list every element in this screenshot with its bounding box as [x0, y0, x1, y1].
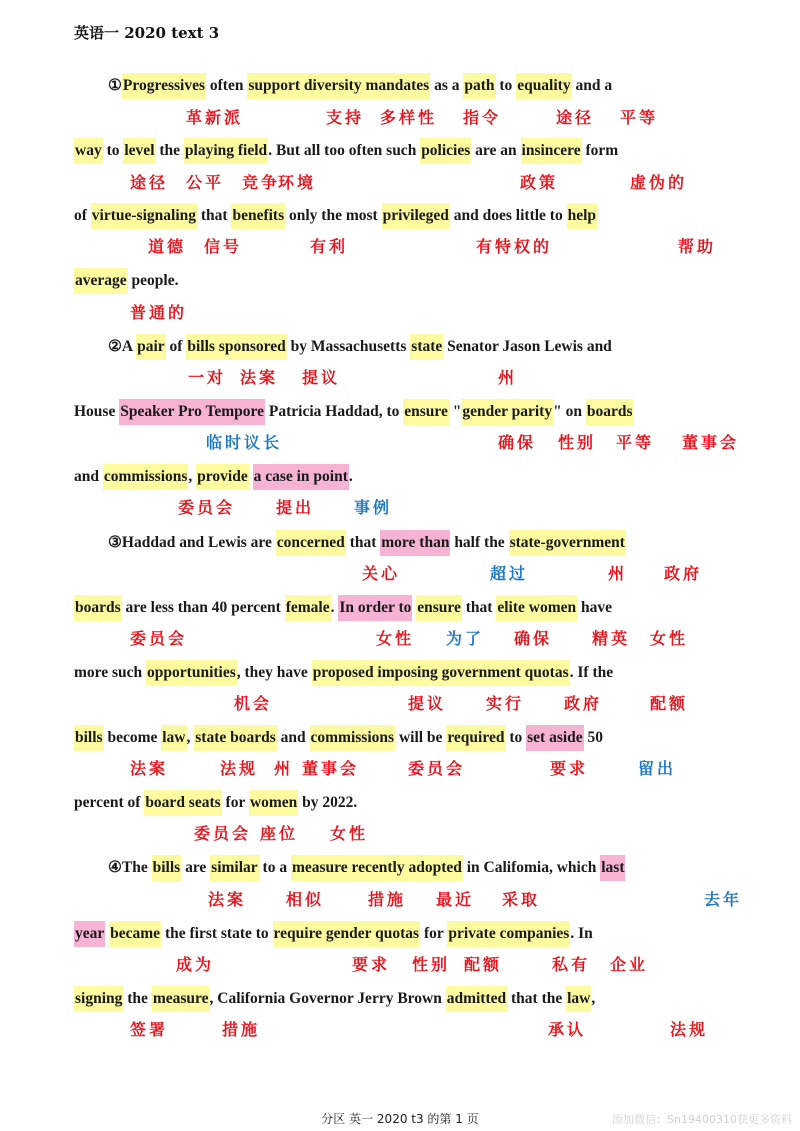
plain-text: to a [258, 859, 291, 876]
plain-text: of [74, 207, 91, 224]
plain-text: and does little to [449, 207, 567, 224]
english-line [108, 855, 625, 881]
plain-text: . If the [569, 664, 614, 681]
watermark-text: 添加微信：Sn19400310获更多资料 [612, 1113, 792, 1126]
gloss-red: 政府 [664, 564, 703, 583]
word-highlight-yellow: required [446, 725, 505, 751]
word-highlight-yellow: Progressives [122, 73, 206, 99]
gloss-red: 竞争 [242, 173, 281, 192]
chinese-gloss-line [74, 693, 774, 715]
plain-text: are [181, 859, 211, 876]
word-highlight-yellow: measure recently adopted [291, 855, 463, 881]
plain-text: ① [108, 77, 122, 94]
plain-text: , [186, 729, 195, 746]
plain-text: the first state to [161, 925, 273, 942]
phrase-highlight-pink: more than [380, 530, 450, 556]
gloss-red: 有特权的 [476, 237, 553, 256]
chinese-gloss-line [74, 823, 774, 845]
gloss-blue: 事例 [354, 498, 393, 517]
plain-text: that [197, 207, 232, 224]
gloss-red: 法案 [240, 368, 279, 387]
page-footer: 分区 英一 2020 t3 的第 1 页 [321, 1112, 479, 1126]
word-highlight-yellow: state boards [194, 725, 277, 751]
plain-text: to [102, 142, 124, 159]
word-highlight-yellow: private companies [447, 921, 570, 947]
gloss-blue: 为了 [446, 629, 485, 648]
gloss-red: 道德 [148, 237, 187, 256]
plain-text: and a [571, 77, 613, 94]
word-highlight-yellow: concerned [276, 530, 346, 556]
chinese-gloss-line [74, 1019, 774, 1041]
plain-text: . [348, 468, 353, 485]
plain-text: ②A [108, 338, 137, 355]
chinese-gloss-line [74, 889, 774, 911]
gloss-red: 相似 [286, 890, 325, 909]
phrase-highlight-pink: In order to [338, 595, 412, 621]
english-line [74, 464, 353, 490]
word-highlight-yellow: female [285, 595, 331, 621]
gloss-red: 革新派 [186, 108, 244, 127]
gloss-red: 女性 [650, 629, 689, 648]
plain-text: the [123, 990, 152, 1007]
gloss-red: 州 [498, 368, 518, 387]
word-highlight-yellow: became [109, 921, 161, 947]
plain-text: that [345, 534, 381, 551]
phrase-highlight-pink: set aside [526, 725, 584, 751]
word-highlight-yellow: way [74, 138, 103, 164]
plain-text: for [420, 925, 448, 942]
english-line [74, 399, 633, 425]
chinese-gloss-line [74, 367, 774, 389]
gloss-red: 确保 [514, 629, 553, 648]
gloss-red: 平等 [616, 433, 655, 452]
chinese-gloss-line [74, 563, 774, 585]
gloss-red: 实行 [486, 694, 525, 713]
gloss-red: 提出 [276, 498, 315, 517]
gloss-red: 法案 [130, 759, 169, 778]
gloss-red: 虚伪的 [630, 173, 688, 192]
gloss-red: 签署 [130, 1020, 169, 1039]
gloss-red: 措施 [368, 890, 407, 909]
gloss-red: 指令 [463, 108, 502, 127]
word-highlight-yellow: equality [516, 73, 571, 99]
plain-text: " on [553, 403, 586, 420]
gloss-red: 性别 [558, 433, 597, 452]
word-highlight-yellow: level [123, 138, 155, 164]
word-highlight-yellow: pair [136, 334, 166, 360]
word-highlight-yellow: admitted [446, 986, 507, 1012]
word-highlight-yellow: benefits [231, 203, 285, 229]
gloss-red: 平等 [620, 108, 659, 127]
word-highlight-yellow: opportunities [146, 660, 237, 686]
word-highlight-yellow: support diversity mandates [247, 73, 430, 99]
word-highlight-yellow: women [249, 790, 298, 816]
plain-text: 50 [583, 729, 604, 746]
gloss-red: 企业 [610, 955, 649, 974]
plain-text: ③Haddad and Lewis are [108, 534, 276, 551]
english-line [74, 790, 357, 816]
word-highlight-yellow: signing [74, 986, 123, 1012]
word-highlight-yellow: boards [586, 399, 634, 425]
plain-text: have [577, 599, 612, 616]
english-line [74, 595, 612, 621]
plain-text: , [591, 990, 596, 1007]
gloss-red: 采取 [502, 890, 541, 909]
plain-text: in Califomia, which [462, 859, 601, 876]
word-highlight-yellow: gender parity [461, 399, 553, 425]
plain-text: percent of [74, 794, 145, 811]
english-line [74, 660, 613, 686]
plain-text: more such [74, 664, 147, 681]
chinese-gloss-line [74, 107, 774, 129]
plain-text: will be [395, 729, 447, 746]
word-highlight-yellow: similar [210, 855, 259, 881]
gloss-red: 要求 [550, 759, 589, 778]
chinese-gloss-line [74, 172, 774, 194]
word-highlight-yellow: require gender quotas [273, 921, 421, 947]
plain-text: are less than 40 percent [121, 599, 285, 616]
gloss-red: 委员会 [130, 629, 188, 648]
plain-text: only the most [285, 207, 382, 224]
word-highlight-yellow: path [463, 73, 495, 99]
gloss-red: 支持 [326, 108, 365, 127]
gloss-red: 机会 [234, 694, 273, 713]
word-highlight-yellow: state [410, 334, 443, 360]
chinese-gloss-line [74, 628, 774, 650]
plain-text: Patricia Haddad, to [265, 403, 404, 420]
plain-text: as a [430, 77, 464, 94]
word-highlight-yellow: ensure [416, 595, 462, 621]
plain-text: Senator Jason Lewis and [443, 338, 612, 355]
plain-text: for [221, 794, 249, 811]
plain-text: " [448, 403, 462, 420]
word-highlight-yellow: provide [196, 464, 249, 490]
plain-text: . But all too often such [268, 142, 421, 159]
chinese-gloss-line [74, 432, 774, 454]
gloss-red: 法案 [208, 890, 247, 909]
word-highlight-yellow: playing field [184, 138, 268, 164]
gloss-red: 配额 [464, 955, 503, 974]
word-highlight-yellow: boards [74, 595, 122, 621]
plain-text: by 2022. [298, 794, 358, 811]
word-highlight-yellow: commissions [310, 725, 396, 751]
plain-text: are an [471, 142, 521, 159]
word-highlight-yellow: insincere [521, 138, 582, 164]
gloss-blue: 临时议长 [206, 433, 283, 452]
gloss-red: 要求 [352, 955, 391, 974]
gloss-red: 成为 [176, 955, 215, 974]
gloss-red: 董事会 [682, 433, 740, 452]
plain-text: , they have [236, 664, 312, 681]
gloss-red: 途径 [130, 173, 169, 192]
gloss-red: 性别 [412, 955, 451, 974]
chinese-gloss-line [74, 497, 774, 519]
gloss-red: 关心 [362, 564, 401, 583]
word-highlight-yellow: help [567, 203, 597, 229]
word-highlight-yellow: policies [420, 138, 471, 164]
plain-text: , [188, 468, 197, 485]
gloss-red: 委员会 [408, 759, 466, 778]
plain-text: half the [450, 534, 509, 551]
gloss-red: 配额 [650, 694, 689, 713]
gloss-red: 承认 [548, 1020, 587, 1039]
phrase-highlight-pink: Speaker Pro Tempore [119, 399, 265, 425]
word-highlight-yellow: measure [152, 986, 210, 1012]
plain-text: that the [507, 990, 567, 1007]
gloss-red: 措施 [222, 1020, 261, 1039]
phrase-highlight-pink: a case in point [253, 464, 349, 490]
gloss-red: 女性 [330, 824, 369, 843]
gloss-red: 提议 [302, 368, 341, 387]
plain-text: become [103, 729, 162, 746]
gloss-red: 女性 [376, 629, 415, 648]
plain-text: and [74, 468, 103, 485]
gloss-red: 信号 [204, 237, 243, 256]
gloss-red: 有利 [310, 237, 349, 256]
plain-text: ④The [108, 859, 152, 876]
gloss-red: 一对 [188, 368, 227, 387]
word-highlight-yellow: virtue-signaling [91, 203, 197, 229]
gloss-red: 途径 [556, 108, 595, 127]
gloss-red: 最近 [436, 890, 475, 909]
gloss-red: 确保 [498, 433, 537, 452]
word-highlight-yellow: bills [152, 855, 182, 881]
gloss-red: 提议 [408, 694, 447, 713]
plain-text: often [206, 77, 248, 94]
chinese-gloss-line [74, 758, 774, 780]
gloss-red: 精英 [592, 629, 631, 648]
word-highlight-yellow: law [161, 725, 186, 751]
english-line [74, 986, 595, 1012]
word-highlight-yellow: bills [74, 725, 104, 751]
gloss-red: 法规 [670, 1020, 709, 1039]
english-line [108, 73, 612, 99]
phrase-highlight-pink: last [600, 855, 625, 881]
gloss-red: 法规 [220, 759, 259, 778]
page-title: 英语一 2020 text 3 [74, 24, 220, 42]
word-highlight-yellow: bills sponsored [186, 334, 286, 360]
english-line [74, 725, 603, 751]
plain-text: by Massachusetts [286, 338, 411, 355]
gloss-red: 政策 [520, 173, 559, 192]
plain-text: of [165, 338, 187, 355]
english-line [108, 530, 626, 556]
word-highlight-yellow: average [74, 268, 128, 294]
english-line [74, 268, 178, 294]
gloss-red: 州 [608, 564, 628, 583]
gloss-red: 州 [274, 759, 294, 778]
gloss-red: 座位 [260, 824, 299, 843]
word-highlight-yellow: elite women [496, 595, 577, 621]
gloss-red: 委员会 [178, 498, 236, 517]
gloss-blue: 去年 [704, 890, 743, 909]
gloss-red: 私有 [552, 955, 591, 974]
gloss-red: 政府 [564, 694, 603, 713]
plain-text: that [461, 599, 497, 616]
chinese-gloss-line [74, 302, 774, 324]
word-highlight-yellow: commissions [103, 464, 189, 490]
plain-text: House [74, 403, 120, 420]
gloss-blue: 留出 [638, 759, 677, 778]
english-line [74, 203, 597, 229]
plain-text: , California Governor Jerry Brown [209, 990, 446, 1007]
gloss-red: 帮助 [678, 237, 717, 256]
gloss-red: 公平 [186, 173, 225, 192]
plain-text: form [581, 142, 619, 159]
chinese-gloss-line [74, 954, 774, 976]
gloss-red: 董事会 [302, 759, 360, 778]
word-highlight-yellow: privileged [382, 203, 450, 229]
word-highlight-yellow: ensure [403, 399, 449, 425]
plain-text: the [155, 142, 184, 159]
phrase-highlight-pink: year [74, 921, 105, 947]
plain-text: people. [127, 272, 179, 289]
chinese-gloss-line [74, 236, 774, 258]
gloss-red: 普通的 [130, 303, 188, 322]
plain-text: . [330, 599, 339, 616]
english-line [108, 334, 612, 360]
word-highlight-yellow: law [566, 986, 591, 1012]
gloss-red: 委员会 [194, 824, 252, 843]
gloss-red: 环境 [278, 173, 317, 192]
gloss-red: 多样性 [380, 108, 438, 127]
english-line [74, 138, 618, 164]
english-line [74, 921, 593, 947]
gloss-blue: 超过 [490, 564, 529, 583]
plain-text: to [495, 77, 517, 94]
plain-text: to [505, 729, 527, 746]
word-highlight-yellow: board seats [144, 790, 221, 816]
word-highlight-yellow: state-government [509, 530, 626, 556]
word-highlight-yellow: proposed imposing government quotas [312, 660, 570, 686]
plain-text: . In [570, 925, 593, 942]
plain-text: and [276, 729, 310, 746]
